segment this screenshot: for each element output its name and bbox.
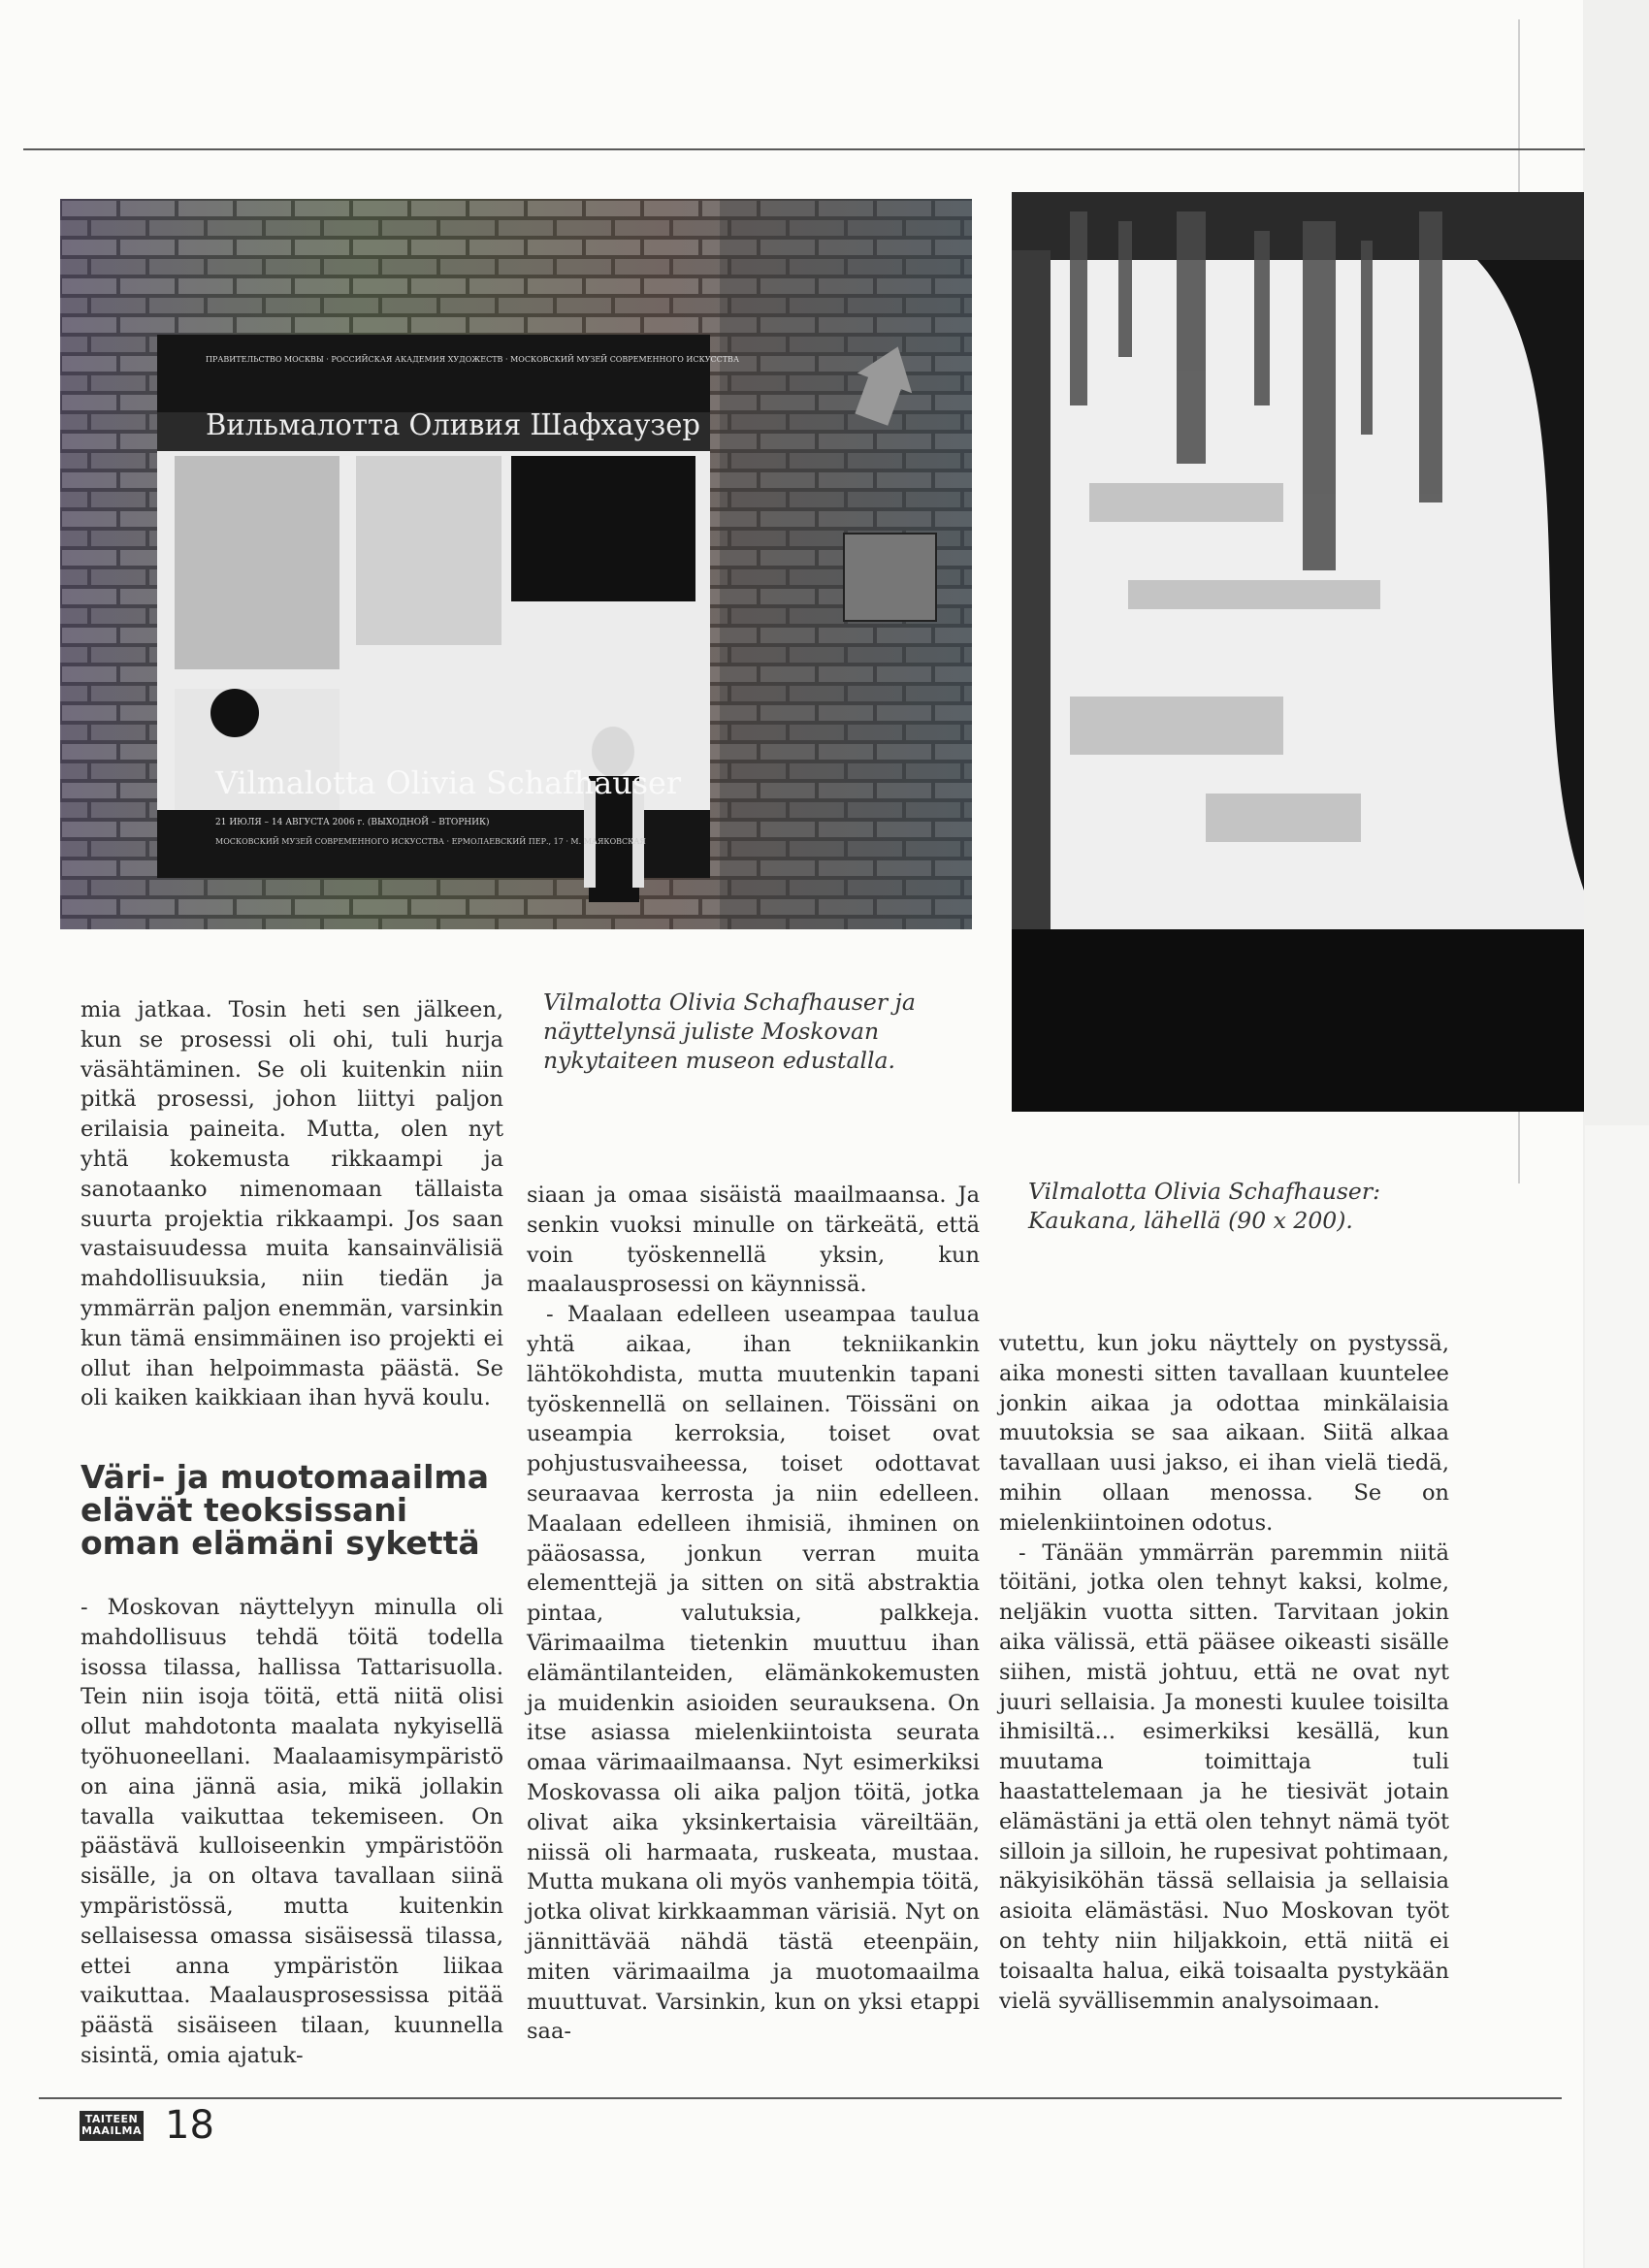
photo2-caption: Vilmalotta Olivia Schafhauser: Kaukana, lähellä (90 x 200).: [1028, 1178, 1380, 1234]
column-2: [527, 1181, 980, 2047]
poster-title-latin: Vilmalotta Olivia Schafhauser: [214, 764, 682, 801]
poster-photo: [60, 199, 972, 929]
painting-photo: [1012, 192, 1584, 1112]
column-2-paragraph-1: siaan ja omaa sisäistä maailmaansa. Ja senkin vuoksi minulle on tärkeätä, että voin työskennellä yksin, kun maalausprosessi on käynnissä.: [527, 1183, 980, 1298]
poster-dates: 21 ИЮЛЯ – 14 АВГУСТА 2006 г. (ВЫХОДНОЙ – ВТОРНИК): [215, 818, 490, 827]
column-1-top: [81, 995, 503, 1413]
bottom-rule: [39, 2097, 1562, 2099]
column-3: [999, 1329, 1449, 2016]
column-1-paragraph-2: - Moskovan näyttelyyn minulla oli mahdollisuus tehdä töitä todella isossa tilassa, hallissa Tattarisuolla. Tein niin isoja töitä, että niitä olisi ollut mahdotonta maalata nykyisellä työhuoneellani. Maalaamisympäristö on aina jännä asia, mikä jollakin tavalla vaikuttaa tekemiseen. On päästävä kulloiseenkin ympäristöön sisälle, ja on oltava tavallaan siinä ympäristössä, mutta kuitenkin sellaisessa omassa sisäisessä tilassa, ettei anna ympäristön liikaa vaikuttaa. Maalausprosessissa pitää päästä sisäiseen tilaan, kuunnella sisintä, omia ajatuk-: [81, 1595, 503, 2068]
painting-photo-art: [1012, 192, 1584, 1112]
scan-margin-lower: [1585, 1125, 1649, 2268]
poster-title-russian: Вильмалотта Оливия Шафхаузер: [206, 408, 700, 442]
top-rule: [23, 148, 1585, 150]
column-2-paragraph-2: - Maalaan edelleen useampaa taulua yhtä aikaa, ihan tekniikankin lähtökohdista, mutta muutenkin tapani työskennellä on sellainen. Töissäni on useampia kerroksia, toiset ovat pohjustusvaiheessa, toiset odottavat seuraavaa kerrosta ja niin edelleen. Maalaan edelleen ihmisiä, ihminen on pääosassa, jonkun verran muita elementtejä ja sitten on sitä abstraktia pintaa, valutuksia, palkkeja. Värimaailma tietenkin muuttuu ihan elämäntilanteiden, elämänkokemusten ja muidenkin asioiden seurauksena. On itse asiassa mielenkiintoista seurata omaa värimaailmaansa. Nyt esimerkiksi Moskovassa oli aika paljon töitä, jotka olivat aika yksinkertaisia väreiltään, niissä oli harmaata, ruskeata, mustaa. Mutta mukana oli myös vanhempia töitä, jotka olivat kirkkaamman värisiä. Nyt on jännittävää nähdä tästä eteenpäin, miten värimaailma ja muotomaailma muuttuvat. Varsinkin, kun on yksi etappi saa-: [527, 1302, 980, 2045]
logo-line-1: TAITEEN: [84, 2113, 139, 2125]
poster-photo-art: [60, 199, 972, 929]
column-1-paragraph-1: mia jatkaa. Tosin heti sen jälkeen, kun se prosessi oli ohi, tuli hurja väsähtäminen. Se oli kuitenkin niin pitkä prosessi, johon liittyi paljon erilaisia paineita. Mutta, olen nyt yhtä kokemusta rikkaampi ja sanotaanko nimenomaan tällaista suurta projektia rikkaampi. Jos saan vastaisuudessa muita kansainvälisiä mahdollisuuksia, niin tiedän ja ymmärrän paljon enemmän, varsinkin kun tämä ensimmäinen iso projekti ei ollut ihan helpoimmasta päästä. Se oli kaiken kaikkiaan ihan hyvä koulu.: [81, 997, 503, 1411]
column-1-bottom: [81, 1593, 503, 2071]
section-heading: Väri- ja muotomaailma elävät teoksissani oman elämäni sykettä: [81, 1458, 490, 1562]
column-3-paragraph-2: - Tänään ymmärrän paremmin niitä töitäni, jotka olen tehnyt kaksi, kolme, neljäkin vuotta sitten. Tarvitaan jokin aika välissä, että pääsee oikeasti sisälle siihen, mistä johtuu, että ne ovat nyt juuri sellaisia. Ja monesti kuulee toisilta ihmisiltä... esimerkiksi kesällä, kun muutama toimittaja tuli haastattelemaan ja he tiesivät jotain elämästäni ja että olen tehnyt nämä työt silloin ja silloin, he rupesivat pohtimaan, näkyisiköhän tässä sellaisia ja sellaisia asioita elämästäsi. Nuo Moskovan työt on tehty niin hiljakkoin, että niitä ei toisaalta halua, eikä toisaalta pystykään vielä syvällisemmin analysoimaan.: [999, 1539, 1449, 2014]
logo-line-2: MAAILMA: [81, 2124, 143, 2137]
poster-header: ПРАВИТЕЛЬСТВО МОСКВЫ · РОССИЙСКАЯ АКАДЕМИЯ ХУДОЖЕСТВ · МОСКОВСКИЙ МУЗЕЙ СОВРЕМЕННОГО ИСКУССТВА: [206, 355, 739, 364]
page-number: 18: [165, 2103, 214, 2148]
column-3-paragraph-1: vutettu, kun joku näyttely on pystyssä, aika monesti sitten tavallaan kuuntelee jonkin aikaa ja odottaa minkälaisia muutoksia se saa aikaan. Siitä alkaa tavallaan uusi jakso, ei ihan vielä tiedä, mihin ollaan menossa. Se on mielenkiintoinen odotus.: [999, 1331, 1449, 1536]
magazine-logo: [80, 2111, 144, 2141]
photo1-caption: Vilmalotta Olivia Schafhauser ja näyttelynsä juliste Moskovan nykytaiteen museon edustalla.: [543, 988, 916, 1074]
poster-venue: МОСКОВСКИЙ МУЗЕЙ СОВРЕМЕННОГО ИСКУССТВА · ЕРМОЛАЕВСКИЙ ПЕР., 17 · М. МАЯКОВСКАЯ: [215, 837, 646, 846]
